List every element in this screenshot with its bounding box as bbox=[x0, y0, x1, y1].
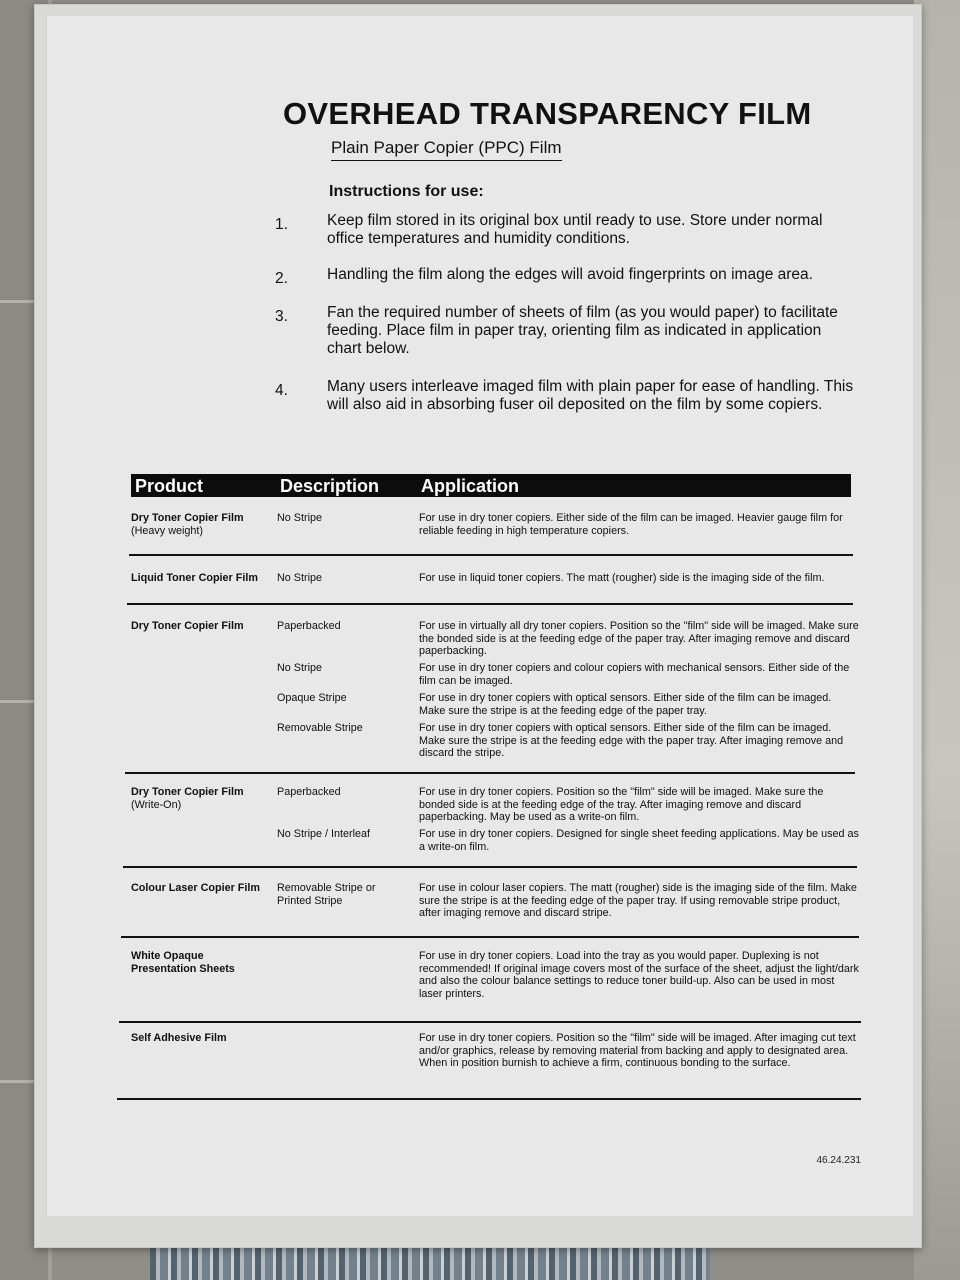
column-header-product: Product bbox=[135, 476, 204, 496]
application-cell: For use in dry toner copiers with optical sensors. Either side of the film can be imaged. Make sure the stripe is at the feeding edge of the paper tray. bbox=[419, 692, 832, 717]
application-cell: For use in dry toner copiers. Position so the "film" side will be imaged. Make sure the bonded side is at the feeding edge of the tray. After imaging remove and discard paperbacking. May be used as a write-on film. bbox=[419, 786, 824, 824]
application-cell: For use in dry toner copiers and colour copiers with mechanical sensors. Either side of the film can be imaged. bbox=[419, 662, 850, 687]
product-note: (Write-On) bbox=[131, 798, 182, 811]
description-cell: No Stripe bbox=[277, 662, 323, 674]
instruction-sheet bbox=[46, 16, 913, 1216]
product-name: Colour Laser Copier Film bbox=[131, 882, 260, 894]
application-cell: For use in dry toner copiers. Designed for single sheet feeding applications. May be used as a write-on film. bbox=[419, 828, 859, 853]
instruction-number: 3. bbox=[275, 308, 288, 325]
instructions-heading: Instructions for use: bbox=[329, 183, 484, 200]
application-cell: For use in virtually all dry toner copiers. Position so the "film" side will be imaged. Make sure the bonded side is at the feeding edge of the paper tray. After imaging remove and discard paperbacking. bbox=[419, 620, 859, 658]
description-cell: Opaque Stripe bbox=[277, 692, 347, 704]
instruction-number: 4. bbox=[275, 382, 288, 399]
instruction-item bbox=[275, 266, 855, 287]
instruction-item bbox=[275, 304, 855, 358]
product-name: Self Adhesive Film bbox=[131, 1032, 227, 1044]
table-header bbox=[131, 474, 851, 497]
column-header-application: Application bbox=[421, 476, 519, 496]
description-cell: No Stripe bbox=[277, 512, 323, 524]
instruction-item bbox=[275, 378, 855, 414]
application-cell: For use in dry toner copiers. Either side of the film can be imaged. Heavier gauge film for reliable feeding in high temperature copiers. bbox=[419, 512, 843, 537]
product-name bbox=[131, 512, 261, 537]
instruction-text: Keep film stored in its original box until ready to use. Store under normal office temperatures and humidity conditions. bbox=[327, 212, 823, 247]
description-cell: No Stripe / Interleaf bbox=[277, 828, 371, 840]
page-title: OVERHEAD TRANSPARENCY FILM bbox=[283, 96, 812, 131]
product-label: Dry Toner Copier Film bbox=[131, 786, 244, 798]
description-cell: Removable Stripe or Printed Stripe bbox=[277, 882, 376, 907]
product-note: (Heavy weight) bbox=[131, 524, 204, 537]
column-header-description: Description bbox=[280, 476, 380, 496]
instruction-number: 2. bbox=[275, 270, 288, 287]
row-divider bbox=[129, 554, 853, 556]
application-cell: For use in colour laser copiers. The matt (rougher) side is the imaging side of the film. Make sure the stripe is at the feeding edge of the paper tray. If using removable stripe product, after imaging remove and discard stripe. bbox=[419, 882, 857, 920]
application-cell: For use in liquid toner copiers. The matt (rougher) side is the imaging side of the film. bbox=[419, 572, 825, 584]
document-code: 46.24.231 bbox=[816, 1155, 861, 1166]
product-name: Dry Toner Copier Film bbox=[131, 620, 244, 632]
product-name: Liquid Toner Copier Film bbox=[131, 572, 258, 584]
product-name bbox=[131, 786, 261, 811]
instruction-item bbox=[275, 212, 855, 248]
product-label: Dry Toner Copier Film bbox=[131, 512, 244, 524]
instruction-text: Many users interleave imaged film with plain paper for ease of handling. This will also aid in absorbing fuser oil deposited on the film by some copiers. bbox=[327, 378, 854, 413]
description-cell: Paperbacked bbox=[277, 786, 341, 798]
description-cell: Paperbacked bbox=[277, 620, 341, 632]
row-divider bbox=[121, 936, 859, 938]
description-cell: Removable Stripe bbox=[277, 722, 363, 734]
product-name: White Opaque Presentation Sheets bbox=[131, 950, 235, 975]
row-divider bbox=[119, 1021, 861, 1023]
row-divider bbox=[123, 866, 857, 868]
application-cell: For use in dry toner copiers. Load into the tray as you would paper. Duplexing is not recommended! If original image covers most of the surface of the sheet, adjust the light/dark and also the colour balance settings to reduce toner build-up. Also can be used in most laser printers. bbox=[419, 950, 859, 1000]
row-divider bbox=[127, 603, 853, 605]
application-cell: For use in dry toner copiers. Position so the "film" side will be imaged. After imaging cut text and/or graphics, release by removing material from backing and apply to designated area. When in position burnish to achieve a firm, continuous bonding to the surface. bbox=[419, 1032, 856, 1070]
row-divider bbox=[117, 1098, 861, 1100]
instruction-number: 1. bbox=[275, 216, 288, 233]
row-divider bbox=[125, 772, 855, 774]
description-cell: No Stripe bbox=[277, 572, 323, 584]
application-cell: For use in dry toner copiers with optical sensors. Either side of the film can be imaged. Make sure the stripe is at the feeding edge with the paper tray. After imaging remove and discard the stripe. bbox=[419, 722, 844, 760]
instruction-text: Fan the required number of sheets of film (as you would paper) to facilitate feeding. Place film in paper tray, orienting film as indicated in application chart below. bbox=[327, 304, 838, 357]
instruction-text: Handling the film along the edges will avoid fingerprints on image area. bbox=[327, 266, 813, 283]
page-subtitle: Plain Paper Copier (PPC) Film bbox=[331, 138, 562, 161]
